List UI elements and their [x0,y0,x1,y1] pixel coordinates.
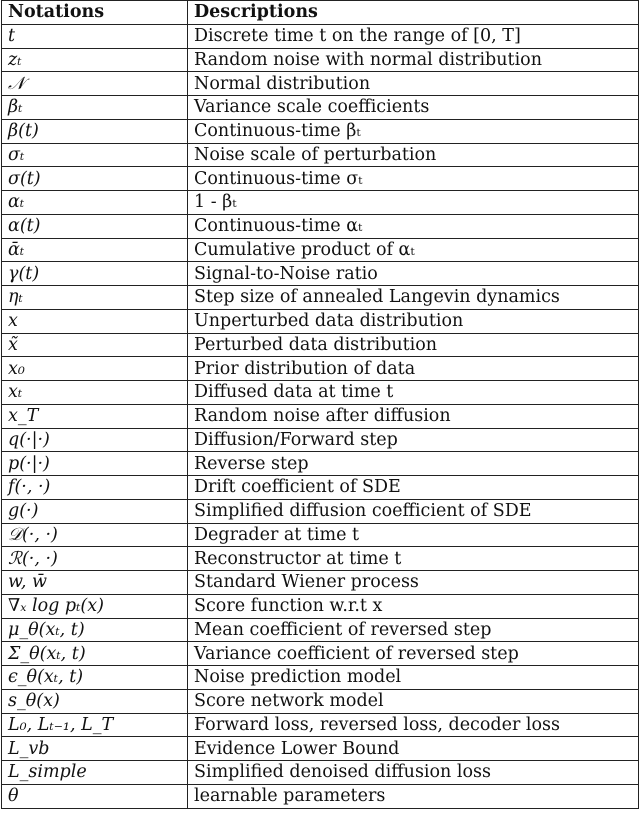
notation-cell: p(·|·) [2,452,188,476]
description-cell: Simplified denoised diffusion loss [188,761,639,785]
table-row [2,72,639,96]
description-cell: Drift coefficient of SDE [188,476,639,500]
table-row [2,594,639,618]
description-cell: Unperturbed data distribution [188,309,639,333]
description-cell: Variance scale coefficients [188,96,639,120]
notation-cell: ϵ_θ(xₜ, t) [2,666,188,690]
notation-cell: ∇ₓ log pₜ(x) [2,594,188,618]
description-cell: Forward loss, reversed loss, decoder loss [188,713,639,737]
notation-cell: θ [2,784,188,808]
description-cell: Normal distribution [188,72,639,96]
table-row [2,286,639,310]
notation-cell: μ_θ(xₜ, t) [2,618,188,642]
notation-cell: Σ_θ(xₜ, t) [2,642,188,666]
notation-cell: ᾱₜ [2,238,188,262]
header-descriptions: Descriptions [188,1,639,25]
notation-cell: α(t) [2,214,188,238]
description-cell: Evidence Lower Bound [188,737,639,761]
notation-cell: x₀ [2,357,188,381]
description-cell: Noise prediction model [188,666,639,690]
description-cell: Perturbed data distribution [188,333,639,357]
description-cell: Continuous-time σₜ [188,167,639,191]
notation-cell: w, w̄ [2,571,188,595]
header-row [2,1,639,25]
description-cell: 1 - βₜ [188,191,639,215]
notation-cell: x̃ [2,333,188,357]
header-notations: Notations [2,1,188,25]
description-cell: learnable parameters [188,784,639,808]
notation-cell: 𝒟(·, ·) [2,523,188,547]
notation-cell: γ(t) [2,262,188,286]
table-row [2,381,639,405]
table-row [2,784,639,808]
description-cell: Continuous-time αₜ [188,214,639,238]
description-cell: Diffusion/Forward step [188,428,639,452]
table-row [2,96,639,120]
description-cell: Signal-to-Noise ratio [188,262,639,286]
description-cell: Simplified diffusion coefficient of SDE [188,499,639,523]
description-cell: Variance coefficient of reversed step [188,642,639,666]
notation-cell: zₜ [2,48,188,72]
table-row [2,547,639,571]
table-row [2,666,639,690]
table-row [2,642,639,666]
notation-cell: s_θ(x) [2,689,188,713]
notation-table [1,0,639,809]
table-row [2,737,639,761]
description-cell: Cumulative product of αₜ [188,238,639,262]
table-row [2,48,639,72]
table-row [2,761,639,785]
table-row [2,404,639,428]
notation-cell: L_simple [2,761,188,785]
description-cell: Standard Wiener process [188,571,639,595]
description-cell: Continuous-time βₜ [188,119,639,143]
notation-cell: q(·|·) [2,428,188,452]
table-row [2,143,639,167]
notation-cell: β(t) [2,119,188,143]
description-cell: Reverse step [188,452,639,476]
description-cell: Noise scale of perturbation [188,143,639,167]
notation-cell: f(·, ·) [2,476,188,500]
table-row [2,428,639,452]
table-row [2,689,639,713]
table-row [2,24,639,48]
table-row [2,476,639,500]
table-row [2,262,639,286]
description-cell: Discrete time t on the range of [0, T] [188,24,639,48]
notation-cell: βₜ [2,96,188,120]
description-cell: Score network model [188,689,639,713]
description-cell: Mean coefficient of reversed step [188,618,639,642]
notation-cell: L_vb [2,737,188,761]
notation-cell: x [2,309,188,333]
table-row [2,357,639,381]
description-cell: Reconstructor at time t [188,547,639,571]
notation-cell: g(·) [2,499,188,523]
notation-cell: 𝒩 [2,72,188,96]
description-cell: Diffused data at time t [188,381,639,405]
description-cell: Random noise with normal distribution [188,48,639,72]
description-cell: Score function w.r.t x [188,594,639,618]
notation-cell: t [2,24,188,48]
table-row [2,499,639,523]
notation-cell: αₜ [2,191,188,215]
table-row [2,214,639,238]
table-row [2,191,639,215]
table-row [2,452,639,476]
table-row [2,119,639,143]
notation-cell: σ(t) [2,167,188,191]
notation-cell: x_T [2,404,188,428]
notation-cell: σₜ [2,143,188,167]
notation-cell: xₜ [2,381,188,405]
description-cell: Step size of annealed Langevin dynamics [188,286,639,310]
table-row [2,238,639,262]
table-row [2,523,639,547]
table-body [2,24,639,808]
description-cell: Degrader at time t [188,523,639,547]
description-cell: Prior distribution of data [188,357,639,381]
table-row [2,713,639,737]
table-row [2,618,639,642]
notation-cell: L₀, Lₜ₋₁, L_T [2,713,188,737]
table-row [2,333,639,357]
table-row [2,167,639,191]
description-cell: Random noise after diffusion [188,404,639,428]
table-row [2,571,639,595]
table-row [2,309,639,333]
notation-cell: ηₜ [2,286,188,310]
notation-cell: ℛ(·, ·) [2,547,188,571]
